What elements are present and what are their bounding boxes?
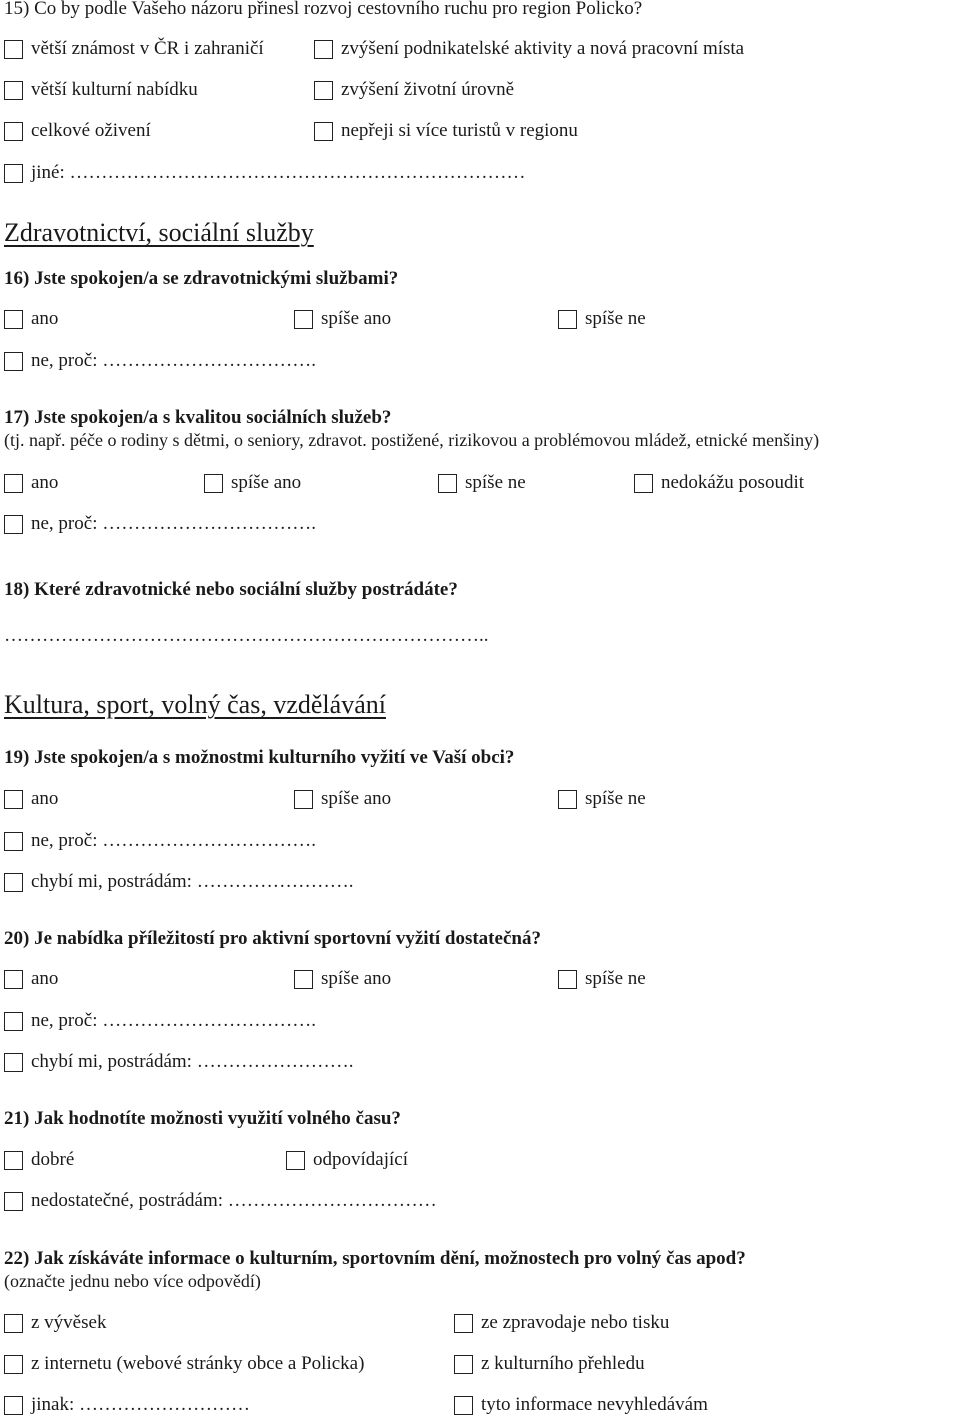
option-label: odpovídající	[313, 1149, 408, 1170]
checkbox[interactable]	[4, 1396, 23, 1415]
checkbox[interactable]	[204, 474, 223, 493]
option-label: větší kulturní nabídku	[31, 79, 198, 100]
q15-title: 15) Co by podle Vašeho názoru přinesl rozvoj cestovního ruchu pro region Policko?	[4, 0, 643, 19]
q22-option-newsletter[interactable]	[454, 1312, 669, 1334]
q18-answer-line[interactable]: …………………………………………………………………..	[4, 625, 489, 646]
q21-option-good[interactable]	[4, 1149, 74, 1171]
q15-option-5[interactable]	[4, 120, 151, 142]
q17-note: (tj. např. péče o rodiny s dětmi, o seniory, zdravot. postižené, rizikovou a problémovou mládež, etnické menšiny)	[4, 430, 820, 450]
option-label: spíše ne	[585, 308, 646, 329]
q15-option-2[interactable]	[314, 38, 744, 60]
q22-option-internet[interactable]	[4, 1353, 364, 1375]
option-label: spíše ano	[321, 968, 392, 989]
checkbox[interactable]	[4, 1355, 23, 1374]
q20-option-rather-no[interactable]	[558, 968, 646, 990]
checkbox[interactable]	[558, 970, 577, 989]
q21-option-adequate[interactable]	[286, 1149, 408, 1171]
checkbox[interactable]	[454, 1314, 473, 1333]
option-label: celkové oživení	[31, 120, 151, 141]
checkbox[interactable]	[4, 81, 23, 100]
section-heading-culture: Kultura, sport, volný čas, vzdělávání	[4, 690, 386, 719]
q16-option-rather-yes[interactable]	[294, 308, 391, 330]
option-label: ano	[31, 472, 59, 493]
q20-option-missing[interactable]	[4, 1051, 353, 1073]
q17-option-cannot-judge[interactable]	[634, 472, 804, 494]
option-label: spíše ano	[231, 472, 302, 493]
checkbox[interactable]	[4, 474, 23, 493]
q17-option-no-why[interactable]	[4, 513, 316, 535]
checkbox[interactable]	[314, 40, 333, 59]
checkbox[interactable]	[4, 1151, 23, 1170]
option-label: spíše ne	[585, 788, 646, 809]
q19-option-rather-yes[interactable]	[294, 788, 391, 810]
option-label: ano	[31, 968, 59, 989]
option-label: větší známost v ČR i zahraničí	[31, 38, 264, 59]
q15-option-1[interactable]	[4, 38, 264, 60]
option-label: jinak: ………………………	[31, 1394, 251, 1415]
checkbox[interactable]	[286, 1151, 305, 1170]
checkbox[interactable]	[4, 164, 23, 183]
q16-option-yes[interactable]	[4, 308, 58, 330]
checkbox[interactable]	[4, 352, 23, 371]
checkbox[interactable]	[4, 310, 23, 329]
q20-option-no-why[interactable]	[4, 1010, 316, 1032]
option-label: nepřeji si více turistů v regionu	[341, 120, 578, 141]
q15-option-other[interactable]	[4, 162, 526, 184]
option-label: spíše ne	[585, 968, 646, 989]
checkbox[interactable]	[294, 310, 313, 329]
q17-title: 17) Jste spokojen/a s kvalitou sociálních služeb?	[4, 407, 392, 428]
q19-option-rather-no[interactable]	[558, 788, 646, 810]
checkbox[interactable]	[4, 1053, 23, 1072]
q19-option-yes[interactable]	[4, 788, 58, 810]
checkbox[interactable]	[4, 873, 23, 892]
option-label: ne, proč: …………………………….	[31, 350, 316, 371]
checkbox[interactable]	[4, 790, 23, 809]
option-label: ne, proč: …………………………….	[31, 830, 316, 851]
checkbox[interactable]	[294, 970, 313, 989]
checkbox[interactable]	[4, 1192, 23, 1211]
option-label: dobré	[31, 1149, 75, 1170]
q22-title: 22) Jak získáváte informace o kulturním, sportovním dění, možnostech pro volný čas apod?	[4, 1248, 746, 1269]
section-heading-health: Zdravotnictví, sociální služby	[4, 218, 314, 247]
q22-option-noticeboard[interactable]	[4, 1312, 106, 1334]
checkbox[interactable]	[4, 1012, 23, 1031]
checkbox[interactable]	[4, 515, 23, 534]
option-label: z kulturního přehledu	[481, 1353, 645, 1374]
checkbox[interactable]	[4, 832, 23, 851]
checkbox[interactable]	[634, 474, 653, 493]
option-label: spíše ano	[321, 788, 392, 809]
q17-option-rather-no[interactable]	[438, 472, 526, 494]
option-label: nedokážu posoudit	[661, 472, 805, 493]
q22-option-other[interactable]	[4, 1394, 250, 1416]
q16-option-rather-no[interactable]	[558, 308, 646, 330]
option-label: chybí mi, postrádám: …………………….	[31, 871, 354, 892]
checkbox[interactable]	[454, 1396, 473, 1415]
checkbox[interactable]	[294, 790, 313, 809]
q19-option-missing[interactable]	[4, 871, 353, 893]
option-label: nedostatečné, postrádám: ……………………………	[31, 1190, 437, 1211]
option-label: ne, proč: …………………………….	[31, 1010, 316, 1031]
option-label: zvýšení životní úrovně	[341, 79, 515, 100]
option-label: spíše ano	[321, 308, 392, 329]
option-label: ano	[31, 788, 59, 809]
checkbox[interactable]	[4, 40, 23, 59]
q20-option-yes[interactable]	[4, 968, 58, 990]
q15-option-6[interactable]	[314, 120, 578, 142]
q18-title: 18) Které zdravotnické nebo sociální služby postrádáte?	[4, 579, 458, 600]
checkbox[interactable]	[4, 1314, 23, 1333]
checkbox[interactable]	[558, 310, 577, 329]
q20-title: 20) Je nabídka příležitostí pro aktivní sportovní vyžití dostatečná?	[4, 928, 541, 949]
checkbox[interactable]	[314, 122, 333, 141]
checkbox[interactable]	[558, 790, 577, 809]
checkbox[interactable]	[4, 122, 23, 141]
option-label: z vývěsek	[31, 1312, 107, 1333]
option-label: ze zpravodaje nebo tisku	[481, 1312, 670, 1333]
checkbox[interactable]	[454, 1355, 473, 1374]
q22-note: (označte jednu nebo více odpovědí)	[4, 1271, 261, 1291]
q22-option-not-searching[interactable]	[454, 1394, 708, 1416]
q19-title: 19) Jste spokojen/a s možnostmi kulturního vyžití ve Vaší obci?	[4, 747, 515, 768]
checkbox[interactable]	[438, 474, 457, 493]
option-label: tyto informace nevyhledávám	[481, 1394, 708, 1415]
checkbox[interactable]	[4, 970, 23, 989]
q17-option-rather-yes[interactable]	[204, 472, 301, 494]
q15-option-3[interactable]	[4, 79, 198, 101]
q16-option-no-why[interactable]	[4, 350, 316, 372]
option-label: z internetu (webové stránky obce a Policka)	[31, 1353, 365, 1374]
q19-option-no-why[interactable]	[4, 830, 316, 852]
q20-option-rather-yes[interactable]	[294, 968, 391, 990]
checkbox[interactable]	[314, 81, 333, 100]
option-label: spíše ne	[465, 472, 526, 493]
q15-option-4[interactable]	[314, 79, 514, 101]
q16-title: 16) Jste spokojen/a se zdravotnickými službami?	[4, 268, 399, 289]
option-label: jiné: ………………………………………………………………	[31, 162, 526, 183]
q21-option-insufficient[interactable]	[4, 1190, 437, 1212]
q17-option-yes[interactable]	[4, 472, 58, 494]
option-label: ano	[31, 308, 59, 329]
option-label: zvýšení podnikatelské aktivity a nová pracovní místa	[341, 38, 745, 59]
option-label: chybí mi, postrádám: …………………….	[31, 1051, 354, 1072]
q21-title: 21) Jak hodnotíte možnosti využití volného času?	[4, 1108, 401, 1129]
option-label: ne, proč: …………………………….	[31, 513, 316, 534]
q22-option-cultural-overview[interactable]	[454, 1353, 645, 1375]
